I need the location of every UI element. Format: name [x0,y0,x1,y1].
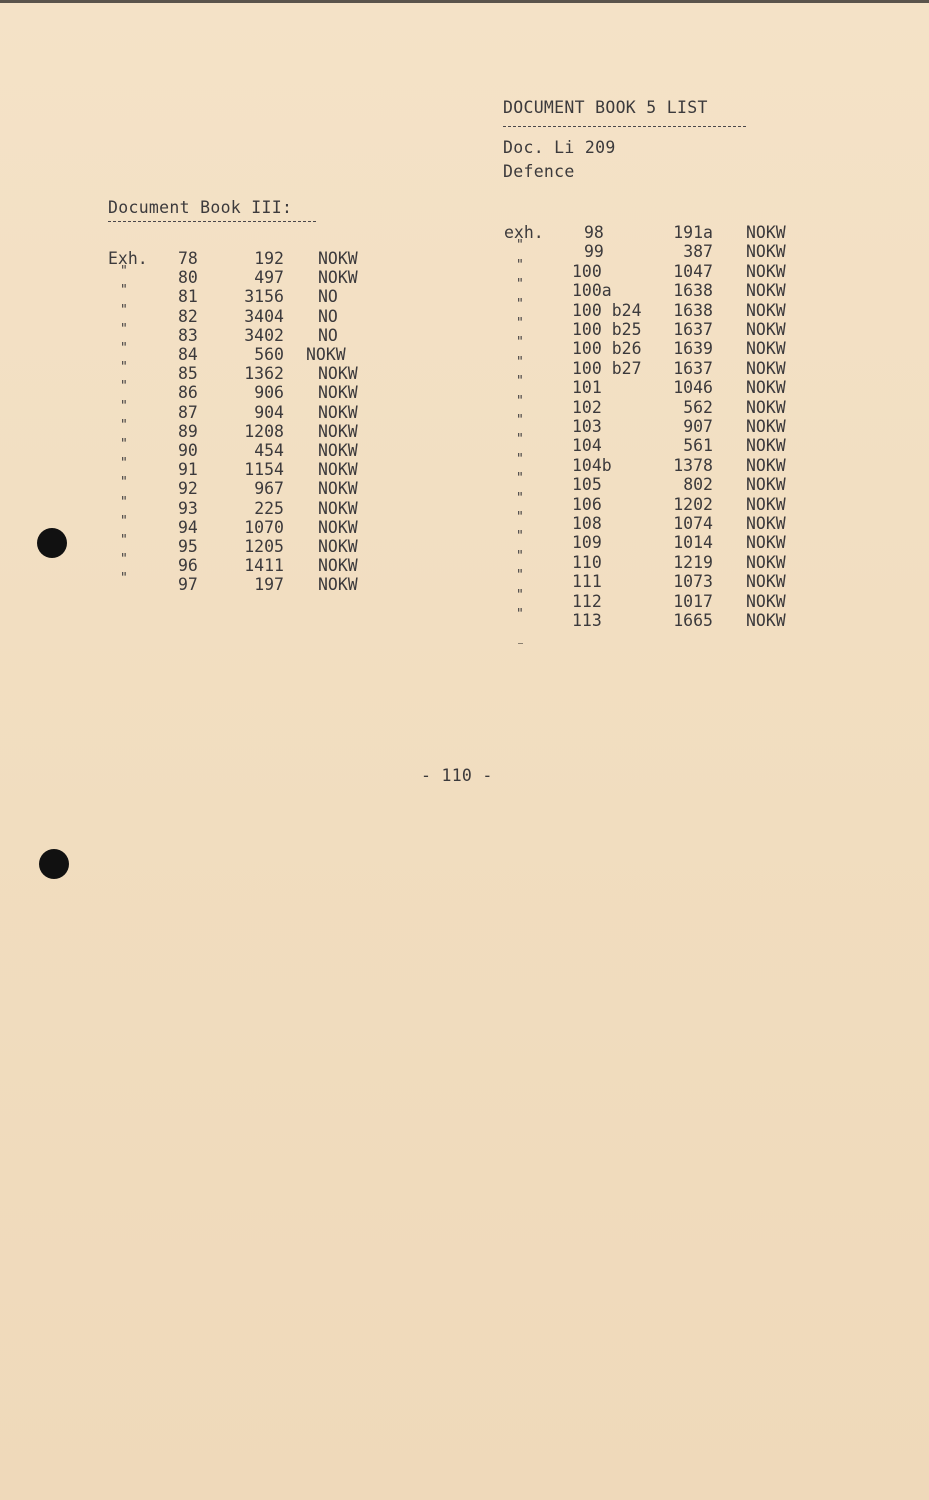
row-prefix: " [120,552,128,568]
document-number: 3156 [244,287,284,307]
row-prefix: " [516,413,524,428]
document-number: 387 [683,242,713,262]
row-prefix: " [516,568,524,584]
document-series: NOKW [318,364,358,384]
document-number: 1208 [244,421,284,441]
row-prefix: " [120,475,128,491]
exhibit-number: 94 [178,517,198,537]
document-series: NOKW [746,475,786,495]
row-prefix: " [516,548,524,564]
party-label: Defence [503,162,575,181]
exhibit-number: 101 [572,378,602,398]
document-series: NOKW [746,591,786,611]
document-number: 907 [683,417,713,436]
document-series: NO [318,306,338,326]
exhibit-number: 100a [572,281,612,301]
document-series: NOKW [306,345,346,364]
exhibit-number: 98 [584,223,604,242]
document-series: NOKW [746,223,786,242]
exhibit-number: 92 [178,479,198,499]
row-prefix: " [516,374,524,390]
document-series: NOKW [318,421,358,441]
document-number: 1073 [673,572,713,592]
row-prefix: " [120,494,128,510]
exhibit-number: 103 [572,417,602,436]
document-number: 1074 [673,514,713,533]
exhibit-number: 86 [178,383,198,403]
document-number: 3402 [244,325,284,345]
exhibit-number: 100 b24 [572,300,642,320]
document-series: NOKW [746,358,786,378]
document-series: NOKW [746,514,786,533]
document-number: 1638 [673,281,713,301]
row-prefix: " [120,283,128,299]
section-heading-underline [108,221,316,222]
document-number: 1046 [673,378,713,398]
row-prefix: " [516,238,524,254]
document-series: NOKW [746,242,786,262]
row-prefix: " [516,529,524,545]
document-number: 1378 [673,455,713,475]
row-prefix: " [516,490,524,506]
row-prefix: " [120,513,128,529]
document-number: 1014 [673,533,713,553]
exhibit-number: 85 [178,364,198,384]
document-number: 1047 [673,261,713,281]
exhibit-number: 91 [178,460,198,480]
title-underline [503,126,746,127]
document-number: 1205 [244,537,284,556]
document-series: NOKW [318,517,358,537]
row-prefix: " [120,379,128,395]
row-prefix: " [516,471,524,487]
document-series: NOKW [746,552,786,572]
document-number: 1070 [244,517,284,537]
row-prefix: " [516,432,524,448]
exhibit-number: 105 [572,475,602,495]
exhibit-number: 106 [572,494,602,514]
document-series: NOKW [746,339,786,359]
exhibit-number: 108 [572,514,602,533]
document-number: 191a [673,223,713,242]
document-series: NOKW [746,378,786,398]
row-prefix: " [120,302,128,318]
exhibit-number: 100 b26 [572,339,642,359]
document-series: NOKW [746,281,786,301]
exhibit-number: 93 [178,498,198,518]
document-series: NOKW [318,498,358,518]
document-series: NOKW [746,455,786,475]
document-number: 225 [254,498,284,518]
document-series: NOKW [318,383,358,403]
document-number: 1017 [673,591,713,611]
row-prefix: " [120,341,128,356]
document-number: 904 [254,402,284,422]
row-prefix: " [120,571,128,587]
document-number: 1637 [673,358,713,378]
exhibit-number: 97 [178,575,198,595]
row-prefix: " [516,451,524,467]
document-number: 1637 [673,320,713,339]
row-prefix: " [516,607,524,622]
document-series: NOKW [318,556,358,576]
document-series: NOKW [746,261,786,281]
section-heading: Document Book III: [108,198,293,217]
exhibit-number: 96 [178,556,198,576]
document-series: NO [318,325,338,345]
row-prefix: " [120,264,128,280]
exhibit-number: 80 [178,268,198,288]
row-prefix: Exh. [108,249,148,268]
document-series: NOKW [318,441,358,460]
document-series: NOKW [318,460,358,480]
row-prefix: " [516,316,524,331]
document-series: NO [318,287,338,307]
exhibit-number: 110 [572,552,602,572]
punch-hole-lower [39,849,69,879]
document-series: NOKW [318,537,358,556]
document-reference: Doc. Li 209 [503,138,616,157]
document-number: 967 [254,479,284,499]
row-prefix: " [516,393,524,409]
exhibit-number: 100 b25 [572,320,642,339]
document-number: 1411 [244,556,284,576]
document-series: NOKW [318,402,358,422]
exhibit-number: 113 [572,611,602,630]
exhibit-number: 99 [584,242,604,262]
row-prefix: " [120,321,128,337]
exhibit-number: 109 [572,533,602,553]
row-prefix: exh. [504,223,544,242]
document-number: 1202 [673,494,713,514]
document-series: NOKW [318,249,358,268]
row-prefix: " [120,533,128,548]
document-series: NOKW [746,397,786,417]
document-title: DOCUMENT BOOK 5 LIST [503,98,708,117]
row-prefix: " [120,360,128,376]
document-number: 3404 [244,306,284,326]
row-prefix: " [516,510,524,525]
document-number: 1639 [673,339,713,359]
document-series: NOKW [746,320,786,339]
document-number: 562 [683,397,713,417]
exhibit-number: 95 [178,537,198,556]
document-number: 802 [683,475,713,495]
row-prefix: " [516,257,524,273]
document-series: NOKW [318,479,358,499]
exhibit-number: 100 [572,261,602,281]
page-number: - 110 - [421,766,493,785]
document-series: NOKW [746,417,786,436]
exhibit-number: 83 [178,325,198,345]
row-prefix: " [516,354,524,370]
exhibit-number: 78 [178,249,198,268]
row-prefix: " [120,456,128,472]
stray-mark [518,643,523,644]
document-number: 197 [254,575,284,595]
document-number: 1154 [244,460,284,480]
document-number: 1362 [244,364,284,384]
document-number: 1665 [673,611,713,630]
exhibit-number: 104 [572,436,602,456]
row-prefix: " [516,587,524,603]
row-prefix: " [120,417,128,433]
exhibit-number: 84 [178,345,198,364]
exhibit-number: 81 [178,287,198,307]
document-number: 1219 [673,552,713,572]
document-series: NOKW [318,268,358,288]
exhibit-number: 82 [178,306,198,326]
row-prefix: " [120,437,128,452]
document-series: NOKW [746,494,786,514]
document-number: 497 [254,268,284,288]
exhibit-number: 112 [572,591,602,611]
document-series: NOKW [746,300,786,320]
exhibit-number: 90 [178,441,198,460]
punch-hole-upper [37,528,67,558]
document-number: 1638 [673,300,713,320]
row-prefix: " [516,277,524,293]
exhibit-number: 104b [572,455,612,475]
exhibit-number: 89 [178,421,198,441]
document-number: 560 [254,345,284,364]
document-series: NOKW [318,575,358,595]
document-series: NOKW [746,611,786,630]
document-series: NOKW [746,436,786,456]
document-number: 561 [683,436,713,456]
row-prefix: " [516,335,524,351]
row-prefix: " [120,398,128,414]
document-number: 454 [254,441,284,460]
document-number: 906 [254,383,284,403]
page-top-edge [0,0,929,3]
exhibit-number: 100 b27 [572,358,642,378]
exhibit-number: 87 [178,402,198,422]
exhibit-number: 102 [572,397,602,417]
document-series: NOKW [746,572,786,592]
document-series: NOKW [746,533,786,553]
row-prefix: " [516,296,524,312]
exhibit-number: 111 [572,572,602,592]
document-number: 192 [254,249,284,268]
